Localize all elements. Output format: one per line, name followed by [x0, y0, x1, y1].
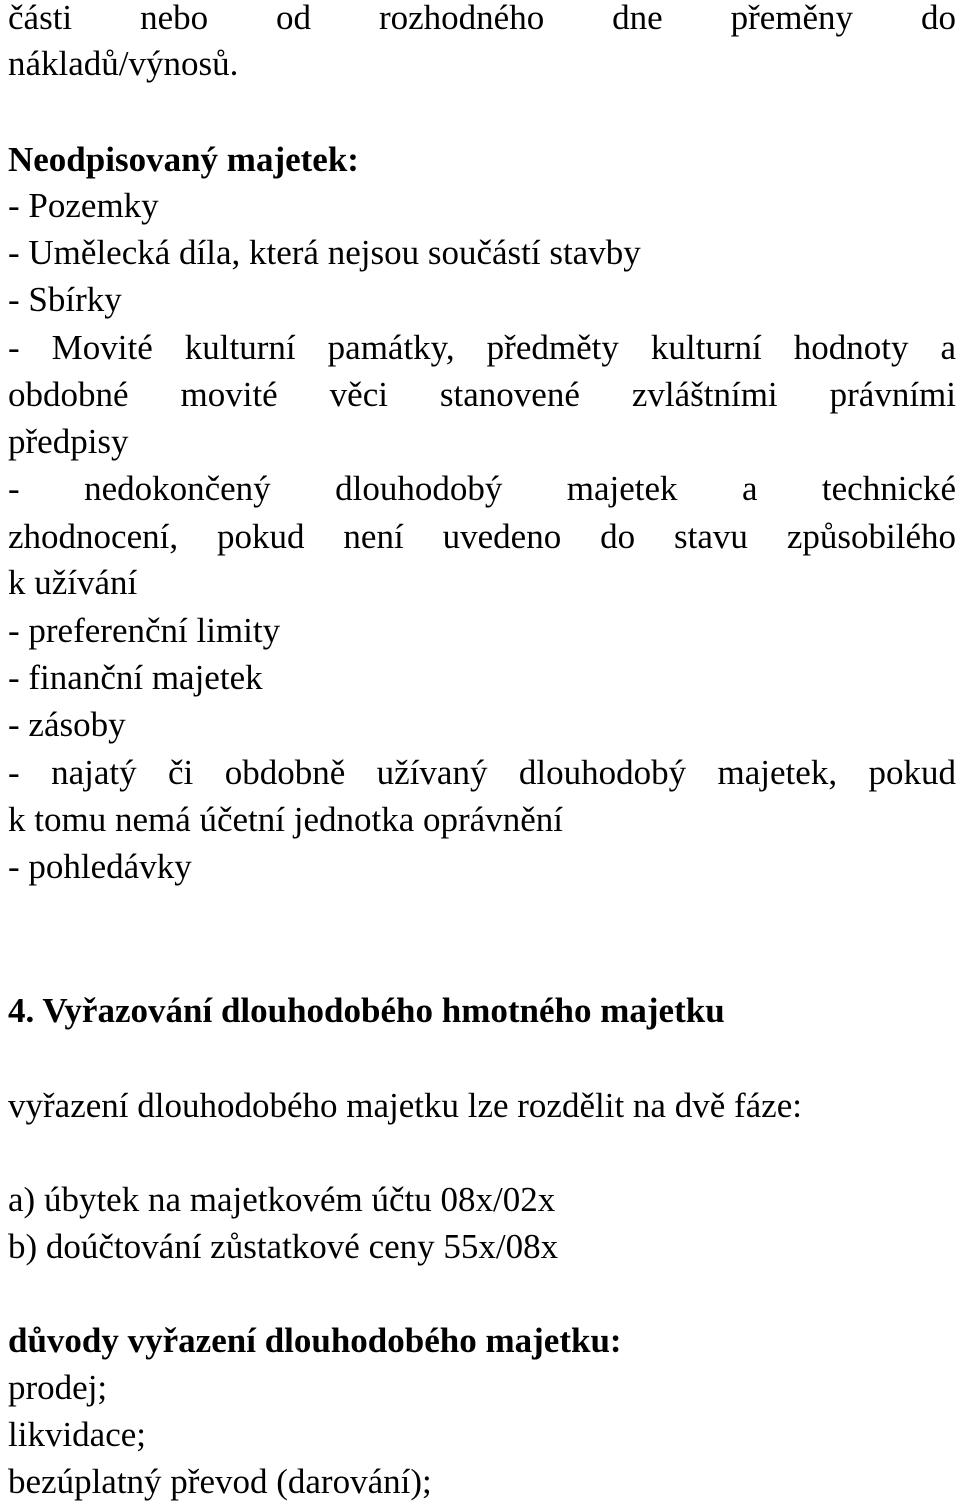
- list-item: - Sbírky: [8, 280, 122, 319]
- section-4-heading: 4. Vyřazování dlouhodobého hmotného majetku: [8, 991, 725, 1030]
- reason-item: likvidace;: [8, 1415, 147, 1454]
- list-item: - Pozemky: [8, 186, 159, 225]
- section-4-intro: vyřazení dlouhodobého majetku lze rozdělit na dvě fáze:: [8, 1086, 802, 1125]
- reasons-heading: důvody vyřazení dlouhodobého majetku:: [8, 1321, 622, 1360]
- list-item: - nedokončený dlouhodobý majetek a technické: [8, 469, 956, 508]
- list-item: - Movité kulturní památky, předměty kulturní hodnoty a: [8, 328, 956, 367]
- non-depreciated-heading: Neodpisovaný majetek:: [8, 140, 359, 179]
- list-item: k užívání: [8, 563, 138, 602]
- reason-item: bezúplatný převod (darování);: [8, 1462, 432, 1501]
- list-item: - finanční majetek: [8, 658, 263, 697]
- list-item: předpisy: [8, 422, 129, 461]
- intro-line-1: části nebo od rozhodného dne přeměny do: [8, 0, 956, 37]
- phase-item: b) doúčtování zůstatkové ceny 55x/08x: [8, 1227, 559, 1266]
- phase-item: a) úbytek na majetkovém účtu 08x/02x: [8, 1180, 556, 1219]
- list-item: - Umělecká díla, která nejsou součástí stavby: [8, 233, 641, 272]
- list-item: - najatý či obdobně užívaný dlouhodobý majetek, pokud: [8, 753, 956, 792]
- list-item: obdobné movité věci stanovené zvláštními právními: [8, 375, 956, 414]
- reason-item: prodej;: [8, 1368, 108, 1407]
- intro-line-2: nákladů/výnosů.: [8, 44, 239, 83]
- list-item: k tomu nemá účetní jednotka oprávnění: [8, 800, 563, 839]
- list-item: zhodnocení, pokud není uvedeno do stavu způsobilého: [8, 517, 956, 556]
- list-item: - zásoby: [8, 705, 126, 744]
- list-item: - preferenční limity: [8, 611, 281, 650]
- list-item: - pohledávky: [8, 847, 192, 886]
